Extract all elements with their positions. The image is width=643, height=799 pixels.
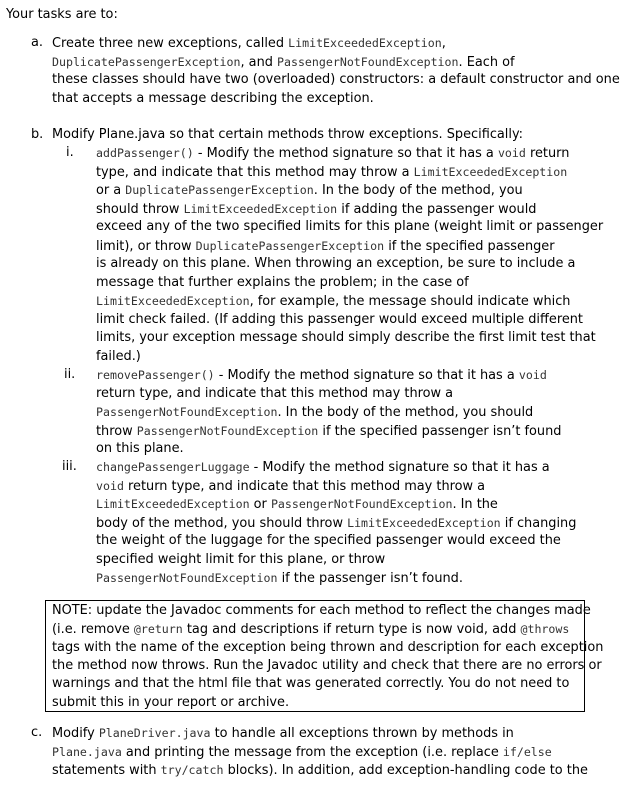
text-line xyxy=(96,237,555,255)
text-run: specified weight limit for this plane, or throw xyxy=(96,551,386,567)
text-run: should throw xyxy=(96,201,184,217)
code-identifier: void xyxy=(96,478,124,493)
text-line xyxy=(96,181,523,199)
text-run: . Each of xyxy=(458,54,515,70)
text-line xyxy=(96,163,567,181)
text-run: limit check failed. (If adding this passenger would exceed multiple different xyxy=(96,311,583,327)
text-run: Modify Plane.java so that certain methods throw exceptions. Specifically: xyxy=(52,127,524,142)
text-line xyxy=(52,71,620,89)
text-run: these classes should have two (overloaded) constructors: a default constructor and one xyxy=(52,72,620,87)
text-line xyxy=(96,144,569,162)
task-a-marker: a. xyxy=(31,35,43,50)
text-line xyxy=(96,366,547,384)
text-line xyxy=(96,348,141,366)
text-run: if changing xyxy=(500,515,577,531)
text-line xyxy=(96,385,453,403)
code-identifier: LimitExceededException xyxy=(347,515,501,530)
code-identifier: void xyxy=(497,146,526,160)
code-identifier: changePassengerLuggage xyxy=(96,460,250,474)
text-run: , and xyxy=(240,54,278,70)
text-run: the weight of the luggage for the specified passenger would exceed the xyxy=(96,533,561,548)
code-identifier: LimitExceededException xyxy=(183,201,338,216)
text-line xyxy=(52,675,569,693)
code-identifier: LimitExceededException xyxy=(288,36,442,50)
text-run: limits, your exception message should simply describe the first limit test that xyxy=(96,330,596,345)
text-run: warnings and that the html file that was generated correctly. You do not need to xyxy=(52,676,570,692)
text-run: message that further explains the problem; in the case of xyxy=(96,274,469,290)
text-run: exceed any of the two specified limits for this plane (weight limit or passenger xyxy=(96,219,604,234)
text-run: or a xyxy=(96,183,126,198)
text-line xyxy=(96,292,570,310)
text-run: is already on this plane. When throwing an exception, be sure to include a xyxy=(96,256,576,271)
task-b-i-marker: i. xyxy=(66,145,74,160)
text-line xyxy=(96,200,537,218)
text-run: and printing the message from the exception (i.e. replace xyxy=(121,744,503,760)
text-run: if the specified passenger isn’t found xyxy=(318,423,562,439)
text-line xyxy=(96,403,533,421)
text-line xyxy=(96,218,603,236)
text-run: submit this in your report or archive. xyxy=(52,694,290,710)
text-line xyxy=(96,458,550,476)
intro-text: Your tasks are to: xyxy=(6,7,118,22)
text-run: to handle all exceptions thrown by methods in xyxy=(210,726,514,741)
text-line xyxy=(96,495,498,513)
task-b-iii-marker: iii. xyxy=(62,459,77,474)
text-run: if the passenger isn’t found. xyxy=(277,571,463,586)
text-line xyxy=(96,440,184,458)
text-line xyxy=(96,422,561,440)
text-line xyxy=(96,329,596,347)
text-run: - Modify the method signature so that it has a xyxy=(214,368,519,383)
code-identifier: PlaneDriver.java xyxy=(98,726,211,740)
text-run: tags with the name of the exception being thrown and description for each exception xyxy=(52,639,604,655)
text-run: throw xyxy=(96,423,137,439)
text-run: - Modify the method signature so that it has a xyxy=(193,146,498,161)
text-line xyxy=(52,90,374,108)
text-run: return xyxy=(525,146,570,161)
text-line xyxy=(52,34,446,52)
text-line xyxy=(96,274,469,292)
text-run: on this plane. xyxy=(96,441,184,456)
text-line xyxy=(52,657,602,675)
code-identifier: PassengerNotFoundException xyxy=(96,405,278,419)
text-run: return type, and indicate that this method may throw a xyxy=(96,385,454,401)
text-run: return type, and indicate that this method may throw a xyxy=(123,478,486,494)
text-run: tag and descriptions if return type is now void, add xyxy=(182,622,521,638)
text-line xyxy=(52,761,588,779)
text-line xyxy=(96,532,561,550)
text-run: . In the body of the method, you xyxy=(313,183,523,198)
text-run: . In the xyxy=(452,497,498,512)
task-b-marker: b. xyxy=(31,127,44,142)
code-identifier: LimitExceededException xyxy=(96,497,250,511)
text-line xyxy=(52,724,514,742)
text-run: if the specified passenger xyxy=(384,238,555,254)
text-line xyxy=(52,126,523,144)
text-run: , for example, the message should indicate which xyxy=(249,294,571,309)
text-line xyxy=(96,255,575,273)
code-identifier: @return xyxy=(133,622,183,637)
text-line xyxy=(52,743,552,761)
text-line xyxy=(96,311,583,329)
text-run: (i.e. remove xyxy=(52,622,134,638)
code-identifier: LimitExceededException xyxy=(96,294,250,308)
text-line xyxy=(52,620,569,638)
task-c-marker: c. xyxy=(31,725,43,740)
text-run: body of the method, you should throw xyxy=(96,515,348,531)
text-run: that accepts a message describing the exception. xyxy=(52,90,374,106)
task-b-ii-marker: ii. xyxy=(64,367,76,382)
code-identifier: addPassenger() xyxy=(96,146,194,160)
text-line xyxy=(96,514,576,532)
code-identifier: LimitExceededException xyxy=(413,164,568,179)
text-run: . In the body of the method, you should xyxy=(277,405,534,420)
text-line xyxy=(52,694,289,712)
text-run: , xyxy=(441,36,446,51)
text-run: or xyxy=(249,497,271,512)
code-identifier: if/else xyxy=(502,744,552,759)
text-line xyxy=(52,639,603,657)
text-run: the method now throws. Run the Javadoc utility and check that there are no errors or xyxy=(52,657,602,673)
text-run: blocks). In addition, add exception-handling code to the xyxy=(223,763,588,778)
text-run: type, and indicate that this method may throw a xyxy=(96,164,414,180)
text-line xyxy=(96,551,385,569)
code-identifier: removePassenger() xyxy=(96,368,215,382)
code-identifier: PassengerNotFoundException xyxy=(136,423,319,438)
code-identifier: Plane.java xyxy=(52,744,122,759)
text-run: Create three new exceptions, called xyxy=(52,36,289,51)
text-line xyxy=(96,477,485,495)
text-run: if adding the passenger would xyxy=(337,201,537,217)
text-line xyxy=(52,53,515,71)
code-identifier: try/catch xyxy=(160,763,224,777)
text-run: limit), or throw xyxy=(96,238,196,254)
text-run: statements with xyxy=(52,763,161,778)
code-identifier: DuplicatePassengerException xyxy=(125,183,314,197)
code-identifier: PassengerNotFoundException xyxy=(270,497,453,511)
text-line xyxy=(52,602,591,620)
code-identifier: void xyxy=(518,368,547,382)
code-identifier: PassengerNotFoundException xyxy=(96,571,278,585)
code-identifier: DuplicatePassengerException xyxy=(195,238,385,253)
text-run: failed.) xyxy=(96,348,141,364)
text-line xyxy=(96,569,463,587)
text-run: - Modify the method signature so that it has a xyxy=(249,460,550,475)
text-run: Modify xyxy=(52,726,99,741)
code-identifier: DuplicatePassengerException xyxy=(52,54,241,69)
code-identifier: @throws xyxy=(520,622,570,637)
code-identifier: PassengerNotFoundException xyxy=(277,54,459,69)
text-run: NOTE: update the Javadoc comments for each method to reflect the changes made xyxy=(52,603,591,618)
